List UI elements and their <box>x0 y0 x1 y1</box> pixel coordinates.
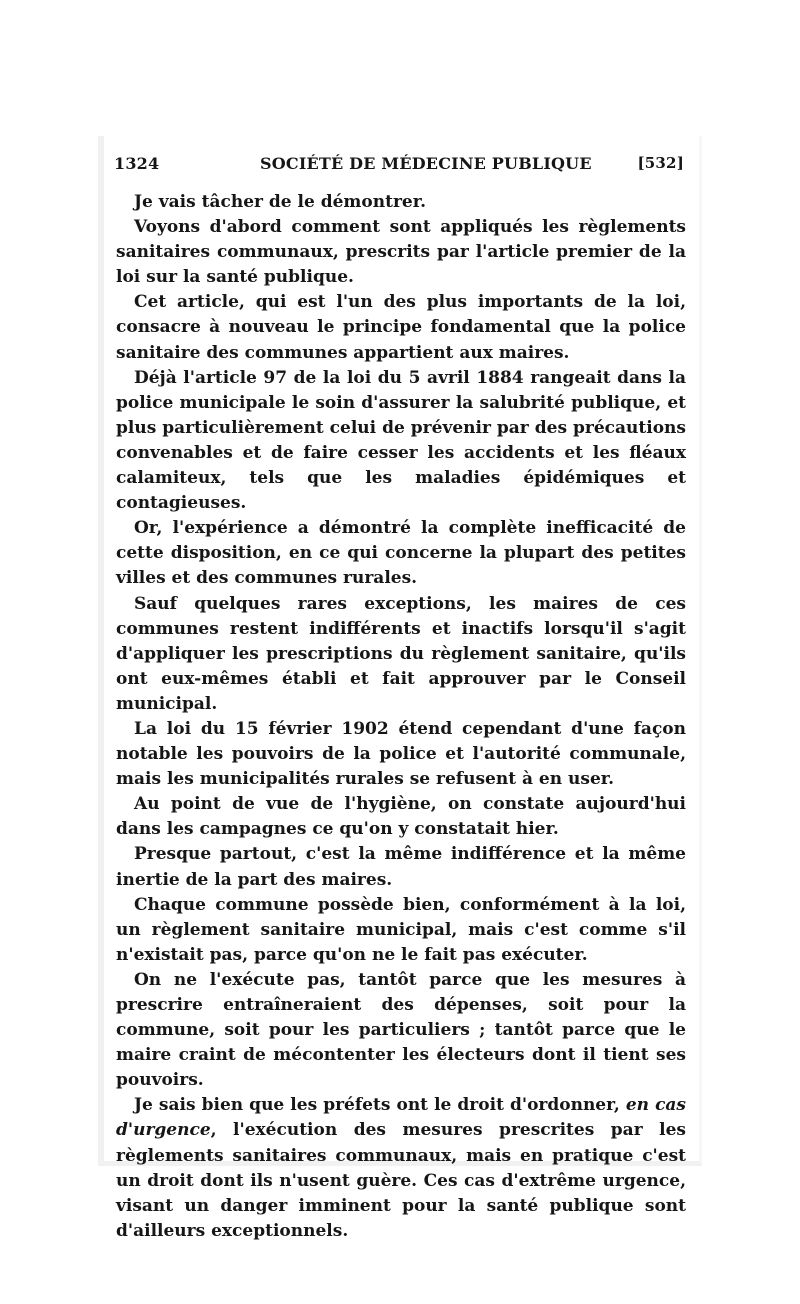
paragraph: La loi du 15 février 1902 étend cependant d'une façon notable les pouvoirs de la police et l'autorité communale, mais les municipalités rurales se refusent à en user. <box>116 718 686 790</box>
paragraph: Voyons d'abord comment sont appliqués les règlements sanitaires communaux, prescrits par l'article premier de la loi sur la santé publique. <box>116 217 686 288</box>
last-paragraph-part1: Je sais bien que les préfets ont le droit d'ordonner, <box>134 1095 626 1116</box>
body-text <box>116 190 686 1244</box>
paragraph: Je vais tâcher de le démontrer. <box>134 192 427 212</box>
paragraph: Sauf quelques rares exceptions, les maires de ces communes restent indifférents et inactifs lorsqu'il s'agit d'appliquer les prescriptions du règlement sanitaire, qu'ils ont eux-mêmes établi et fait approuver par le Conseil municipal. <box>116 593 686 714</box>
paragraph: On ne l'exécute pas, tantôt parce que les mesures à prescrire entraîneraient des dépenses, soit pour la commune, soit pour les particuliers ; tantôt parce que le maire craint de mécontenter les électeurs dont il tient ses pouvoirs. <box>116 969 686 1091</box>
paragraph: Au point de vue de l'hygiène, on constate aujourd'hui dans les campagnes ce qu'on y constatait hier. <box>116 794 686 840</box>
last-paragraph-part2: , l'exécution des mesures prescrites par les règlements sanitaires communaux, mais en pratique c'est un droit dont ils n'usent guère. Ces cas d'extrême urgence, visant un danger imminent pour la santé publique sont d'ailleurs exceptionnels. <box>116 1120 686 1241</box>
running-title: SOCIÉTÉ DE MÉDECINE PUBLIQUE <box>260 154 592 173</box>
paragraph: Presque partout, c'est la même indifférence et la même inertie de la part des maires. <box>116 844 686 890</box>
last-paragraph <box>116 1093 686 1244</box>
italic-phrase: en cas d'urgence <box>116 1095 687 1141</box>
paragraph: Cet article, qui est l'un des plus importants de la loi, consacre à nouveau le principe fondamental que la police sanitaire des communes appartient aux maires. <box>116 292 686 363</box>
paragraph: Chaque commune possède bien, conformément à la loi, un règlement sanitaire municipal, mais c'est comme s'il n'existait pas, parce qu'on ne le fait pas exécuter. <box>116 894 686 965</box>
paragraph: Déjà l'article 97 de la loi du 5 avril 1884 rangeait dans la police municipale le soin d'assurer la salubrité publique, et plus particulièrement celui de prévenir par des précautions convenables et de faire cesser les accidents et les fléaux calamiteux, tels que les maladies épidémiques et contagieuses. <box>116 367 686 514</box>
page-header <box>114 154 686 178</box>
paragraph: Or, l'expérience a démontré la complète inefficacité de cette disposition, en ce qui concerne la plupart des petites villes et des communes rurales. <box>116 518 686 589</box>
page-number: 1324 <box>114 154 160 173</box>
bracket-page-number: [532] <box>637 154 684 172</box>
